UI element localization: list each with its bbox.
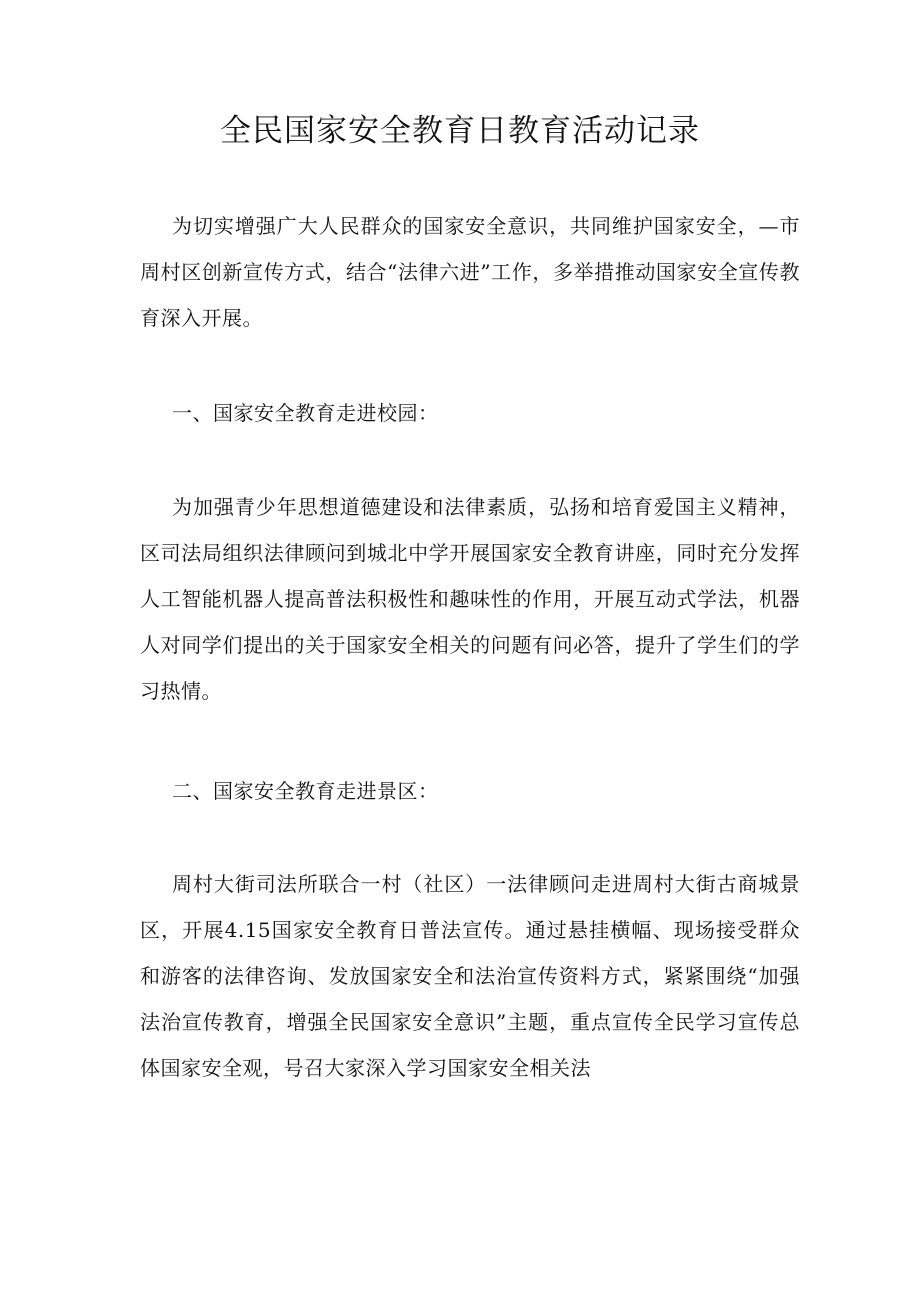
intro-paragraph: 为切实增强广大人民群众的国家安全意识，共同维护国家安全，—市周村区创新宣传方式，结合“法律六进”工作，多举措推动国家安全宣传教育深入开展。 bbox=[140, 214, 800, 330]
section-body-scenic-area: 周村大街司法所联合一村（社区）一法律顾问走进周村大街古商城景区，开展4.15国家安全教育日普法宣传。通过悬挂横幅、现场接受群众和游客的法律咨询、发放国家安全和法治宣传资料方式，紧紧围绕“加强法治宣传教育，增强全民国家安全意识”主题，重点宣传全民学习宣传总体国家安全观，号召大家深入学习国家安全相关法 bbox=[140, 872, 800, 1080]
document-title: 全民国家安全教育日教育活动记录 bbox=[220, 113, 700, 149]
section-body-campus: 为加强青少年思想道德建设和法律素质，弘扬和培育爱国主义精神，区司法局组织法律顾问到城北中学开展国家安全教育讲座，同时充分发挥人工智能机器人提高普法积极性和趣味性的作用，开展互动式学法，机器人对同学们提出的关于国家安全相关的问题有问必答，提升了学生们的学习热情。 bbox=[140, 495, 800, 703]
section-heading-scenic-area: 二、国家安全教育走进景区： bbox=[172, 779, 439, 803]
section-heading-campus: 一、国家安全教育走进校园： bbox=[172, 401, 439, 425]
